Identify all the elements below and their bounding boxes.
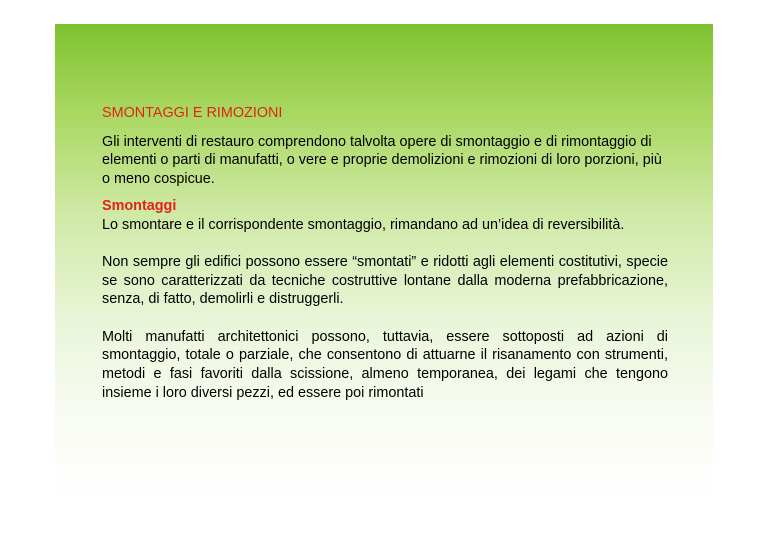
body-paragraph-2: Non sempre gli edifici possono essere “smontati” e ridotti agli elementi costitutivi, specie se sono caratterizzati da tecniche costruttive lontane dalla moderna prefabbricazione, senza, di fatto, demolirli e distruggerli.	[102, 253, 668, 308]
slide-background	[55, 24, 713, 500]
intro-paragraph: Gli interventi di restauro comprendono talvolta opere di smontaggio e di rimontaggio di elementi o parti di manufatti, o vere e proprie demolizioni e rimozioni di loro porzioni, più o meno cospicue.	[102, 133, 662, 188]
body-paragraph-1: Lo smontare e il corrispondente smontaggio, rimandano ad un’idea di reversibilità.	[102, 216, 625, 233]
slide-content	[102, 104, 668, 403]
subsection-heading: Smontaggi	[102, 197, 177, 214]
section-heading: SMONTAGGI E RIMOZIONI	[102, 105, 283, 121]
body-paragraph-3: Molti manufatti architettonici possono, tuttavia, essere sottoposti ad azioni di smontaggio, totale o parziale, che consentono di attuarne il risanamento con strumenti, metodi e fasi favoriti dalla scissione, almeno temporanea, dei legami che tengono insieme i loro diversi pezzi, ed essere poi rimontati	[102, 328, 668, 401]
